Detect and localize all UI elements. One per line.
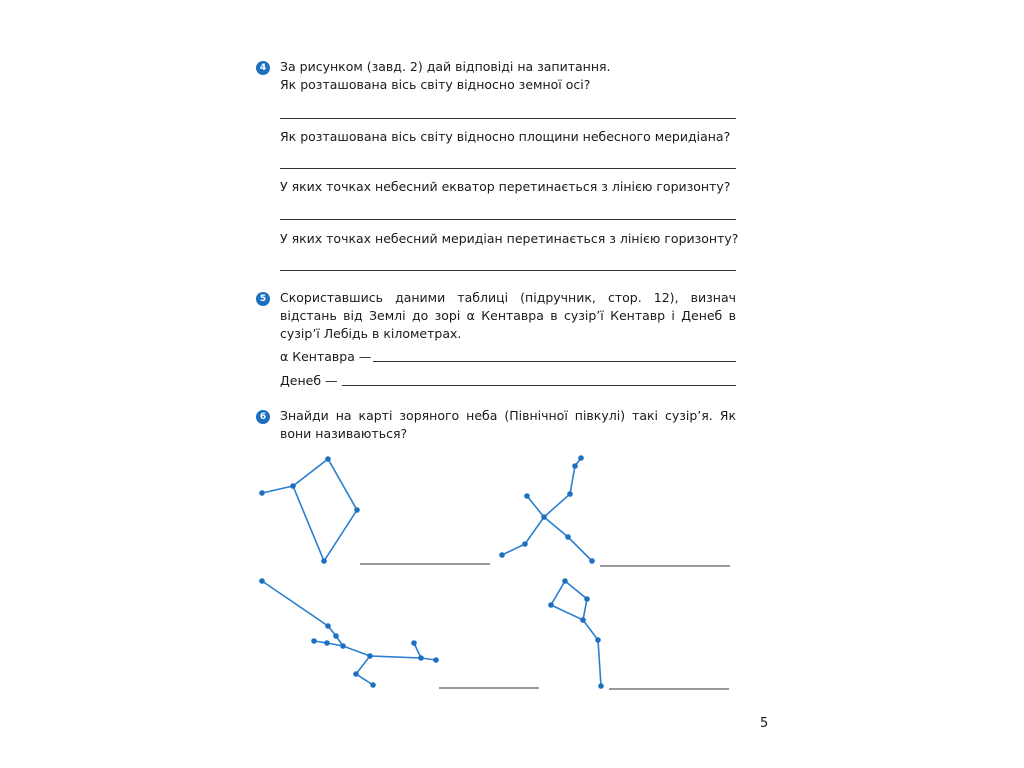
page-number: 5	[760, 716, 769, 731]
task-4-question-2: Як розташована вісь світу відносно площини небесного меридіана?	[280, 129, 731, 144]
task-4-intro: За рисунком (завд. 2) дай відповіді на запитання.	[280, 59, 611, 74]
constellation-2-stars	[499, 455, 595, 564]
task-5-text: Скориставшись даними таблиці (підручник, стор. 12), визнач відстань від Землі до зорі α Кентавра в сузір’ї Кентавр і Денеб в сузір’ї Лебідь в кілометрах.	[280, 290, 736, 341]
task-4-question-4: У яких точках небесний меридіан перетинається з лінією горизонту?	[280, 231, 739, 246]
task-4-question-1: Як розташована вісь світу відносно земної осі?	[280, 77, 591, 92]
constellation-1-lines	[262, 459, 357, 561]
task-6-text: Знайди на карті зоряного неба (Північної півкулі) такі сузір’я. Як вони називаються?	[280, 408, 736, 441]
alpha-centauri-label: α Кентавра —	[280, 349, 372, 364]
deneb-label: Денеб —	[280, 373, 338, 388]
task-4-question-3: У яких точках небесний екватор перетинається з лінією горизонту?	[280, 179, 731, 194]
constellation-3-stars	[259, 578, 439, 688]
task-5-number-badge: 5	[256, 292, 270, 306]
task-4-number-badge: 4	[256, 61, 270, 75]
constellation-4-lines	[551, 581, 601, 686]
constellation-2-lines	[502, 458, 592, 561]
constellation-3-lines	[262, 581, 436, 685]
task-6-number-badge: 6	[256, 410, 270, 424]
